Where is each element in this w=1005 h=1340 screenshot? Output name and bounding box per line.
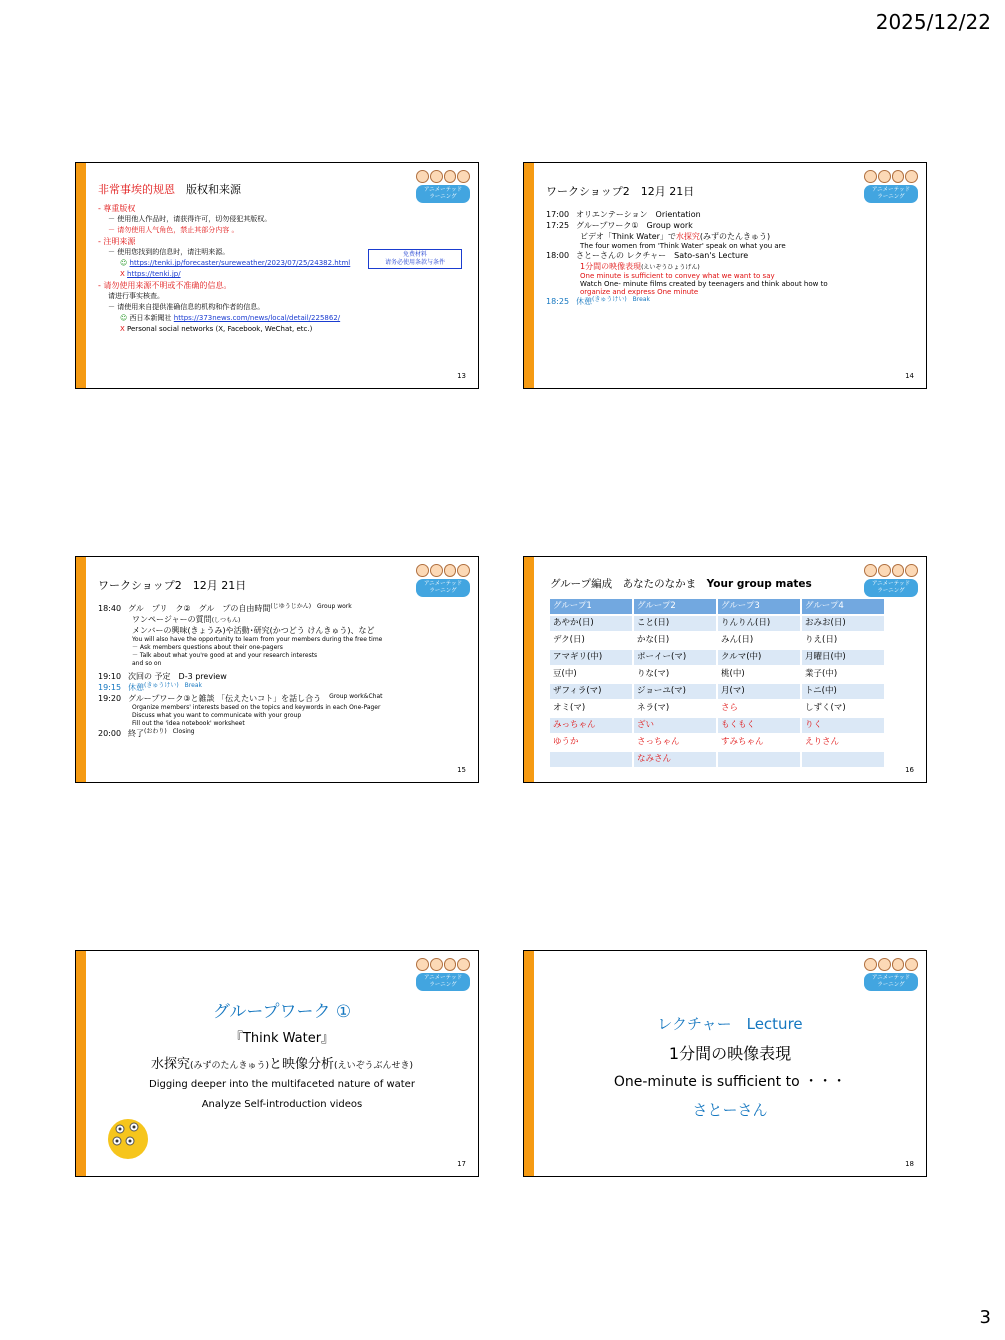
bullet: － 使用他人作品时，请获得许可，切勿侵犯其版权。 — [108, 215, 272, 223]
member-cell: ジョーユ(マ) — [634, 684, 716, 699]
animated-learning-logo: アニメーテッド ラーニング — [416, 561, 470, 603]
member-cell: えりさん — [802, 735, 884, 750]
slide-accent-bar — [76, 163, 86, 388]
member-cell: さら — [718, 701, 800, 716]
member-cell: さっちゃん — [634, 735, 716, 750]
slide-title: ワークショップ2 12月 21日 — [546, 185, 695, 198]
slide-title: グループ編成 あなたのなかま Your group mates — [550, 578, 812, 590]
bullet: - 请勿使用来源不明或不准确的信息。 — [98, 281, 232, 290]
member-cell: 月(マ) — [718, 684, 800, 699]
slide-15: アニメーテッド ラーニング ワークショップ2 12月 21日 18:40 グル プリ ク② グル プの自由時間 (じゆうじかん) Group work ワンページャーの質問(しつもん) メンバーの興味(きょうみ)や活動･研究(かつどう けんきゅう)、など You will also have the opportunity to learn from your members during the free time － Ask members questions about their one-pagers － Talk about what you're good at and your research interests and so on 19:10 次回の 予定 D-3 preview 19:15 休憩 (きゅうけい) Break 19:20 グループワーク③と雑談 「伝えたいコト」を話し合う Group work&Chat Organize members' interests based on the topics and keywords in each One-Pager Discuss what you want to communicate with your group Fill out the 'idea notebook' worksheet 20:00 終了 (おわり) Closing 15 — [75, 556, 479, 783]
member-cell: りな(マ) — [634, 667, 716, 682]
slide-number: 18 — [905, 1160, 914, 1168]
slide-16 — [523, 556, 927, 783]
source-link[interactable]: https://tenki.jp/forecaster/sureweather/2023/07/25/24382.html — [129, 259, 351, 267]
group-header: グループ3 — [718, 599, 800, 614]
slide-13: アニメーテッド ラーニング 非常事埃的规恩 版权和来源 - 尊重版权 － 使用他人作品时，请获得许可，切勿侵犯其版权。 － 请勿使用人气角色，禁止其部分内容 。 - 注明来源 － 使用您找到的信息时，请注明来源。 ☺ https://tenki.jp/forecaster/sureweather/2023/07/25/24382.html X https://tenki.jp/ - 请勿使用来源不明或不准确的信息。 请进行事实核查。 － 请使用来自提供准确信息的机构和作者的信息。 ☺ 西日本新聞社 https://373news.com/news/local/detail/225862/ X Personal social networks (X, Facebook, WeChat, etc.) 免费材料 请务必使用条款与条件 13 — [75, 162, 479, 389]
speaker-name: さとーさん — [692, 1101, 768, 1119]
member-cell: クルマ(中) — [718, 650, 800, 665]
cross-icon: X — [120, 325, 125, 333]
slide-number: 17 — [457, 1160, 466, 1168]
group-header: グループ1 — [550, 599, 632, 614]
smile-icon: ☺ — [120, 259, 128, 267]
member-cell: 月曜日(中) — [802, 650, 884, 665]
animated-learning-logo: アニメーテッド ラーニング — [864, 955, 918, 997]
member-cell: なみさん — [634, 752, 716, 767]
table-row — [550, 701, 884, 716]
member-cell: トニ(中) — [802, 684, 884, 699]
slide-title: ワークショップ2 12月 21日 — [98, 579, 247, 592]
slide-subheading: 『Think Water』 — [229, 1031, 335, 1046]
table-row — [550, 667, 884, 682]
slide-subheading: 1分間の映像表現 — [668, 1044, 792, 1063]
table-row — [550, 616, 884, 631]
member-cell — [550, 752, 632, 767]
table-row — [550, 684, 884, 699]
animated-learning-logo: アニメーテッド ラーニング — [416, 167, 470, 209]
print-date: 2025/12/22 — [875, 10, 991, 34]
slide-title: 非常事埃的规恩 版权和来源 — [98, 183, 241, 196]
group-table — [548, 597, 886, 769]
slide-text: Digging deeper into the multifaceted nature of water — [149, 1079, 415, 1090]
slide-number: 16 — [905, 766, 914, 774]
member-cell: ネラ(マ) — [634, 701, 716, 716]
animated-learning-logo: アニメーテッド ラーニング — [864, 167, 918, 209]
member-cell: みっちゃん — [550, 718, 632, 733]
slide-accent-bar — [76, 951, 86, 1176]
animated-learning-logo: アニメーテッド ラーニング — [416, 955, 470, 997]
member-cell: デク(日) — [550, 633, 632, 648]
member-cell — [802, 752, 884, 767]
page-number: 3 — [979, 1307, 991, 1328]
member-cell: しずく(マ) — [802, 701, 884, 716]
table-row — [550, 718, 884, 733]
member-cell: あやか(日) — [550, 616, 632, 631]
member-cell — [718, 752, 800, 767]
cross-icon: X — [120, 270, 125, 278]
group-header: グループ4 — [802, 599, 884, 614]
bullet: － 使用您找到的信息时，请注明来源。 — [108, 248, 230, 256]
slide-14: アニメーテッド ラーニング ワークショップ2 12月 21日 17:00 オリエンテーション Orientation 17:25 グループワーク① Group work ビデオ「Think Water」で水探究(みずのたんきゅう) The four women from 'Think Water' speak on what you are 18:00 さとーさんの レクチャー Sato-san's Lecture 1分間の映像表現(えいぞうひょうげん) One minute is sufficient to convey what we want to say Watch One- minute films created by teenagers and think about how to organize and express One minute 18:25 休憩 (きゅうけい) Break 14 — [523, 162, 927, 389]
table-row — [550, 650, 884, 665]
slide-number: 15 — [457, 766, 466, 774]
member-cell: 業子(中) — [802, 667, 884, 682]
table-row — [550, 633, 884, 648]
member-cell: ざい — [634, 718, 716, 733]
member-cell: おみお(日) — [802, 616, 884, 631]
member-cell: ザフィラ(マ) — [550, 684, 632, 699]
slide-accent-bar — [524, 163, 534, 388]
member-cell: りえ(日) — [802, 633, 884, 648]
member-cell: ポーイー(マ) — [634, 650, 716, 665]
slide-accent-bar — [524, 951, 534, 1176]
slide-text: One-minute is sufficient to ・・・ — [613, 1074, 847, 1090]
source-link[interactable]: https://tenki.jp/ — [127, 270, 181, 278]
member-cell: オミ(マ) — [550, 701, 632, 716]
bullet: - 尊重版权 — [98, 204, 136, 213]
slide-heading: グループワーク ① — [212, 1002, 352, 1022]
member-cell: こと(日) — [634, 616, 716, 631]
member-cell: 豆(中) — [550, 667, 632, 682]
member-cell: りんりん(日) — [718, 616, 800, 631]
bullet: － 请勿使用人气角色，禁止其部分内容 。 — [108, 226, 239, 234]
slide-17 — [75, 950, 479, 1177]
bullet: － 请使用来自提供准确信息的机构和作者的信息。 — [108, 303, 265, 311]
animated-learning-logo: アニメーテッド ラーニング — [864, 561, 918, 603]
table-row — [550, 752, 884, 767]
slide-subheading: 水探究(みずのたんきゅう)と映像分析(えいぞうぶんせき) — [150, 1057, 414, 1072]
slide-text: Analyze Self-introduction videos — [201, 1099, 363, 1110]
member-cell: ゆうか — [550, 735, 632, 750]
slide-18 — [523, 950, 927, 1177]
slide-heading: レクチャー Lecture — [657, 1015, 803, 1033]
mascot-icon — [108, 1119, 148, 1159]
source-link[interactable]: https://373news.com/news/local/detail/225862/ — [173, 314, 341, 322]
member-cell: みん(日) — [718, 633, 800, 648]
free-material-note: 免费材料 请务必使用条款与条件 — [368, 249, 462, 269]
bullet: 请进行事实核查。 — [108, 292, 164, 300]
slide-accent-bar — [76, 557, 86, 782]
slide-accent-bar — [524, 557, 534, 782]
member-cell: すみちゃん — [718, 735, 800, 750]
smile-icon: ☺ — [120, 314, 128, 322]
group-header: グループ2 — [634, 599, 716, 614]
member-cell: アマギリ(中) — [550, 650, 632, 665]
table-row — [550, 735, 884, 750]
member-cell: りく — [802, 718, 884, 733]
slide-number: 13 — [457, 372, 466, 380]
member-cell: 桃(中) — [718, 667, 800, 682]
member-cell: もくもく — [718, 718, 800, 733]
bullet: - 注明来源 — [98, 237, 136, 246]
member-cell: かな(日) — [634, 633, 716, 648]
slide-number: 14 — [905, 372, 914, 380]
